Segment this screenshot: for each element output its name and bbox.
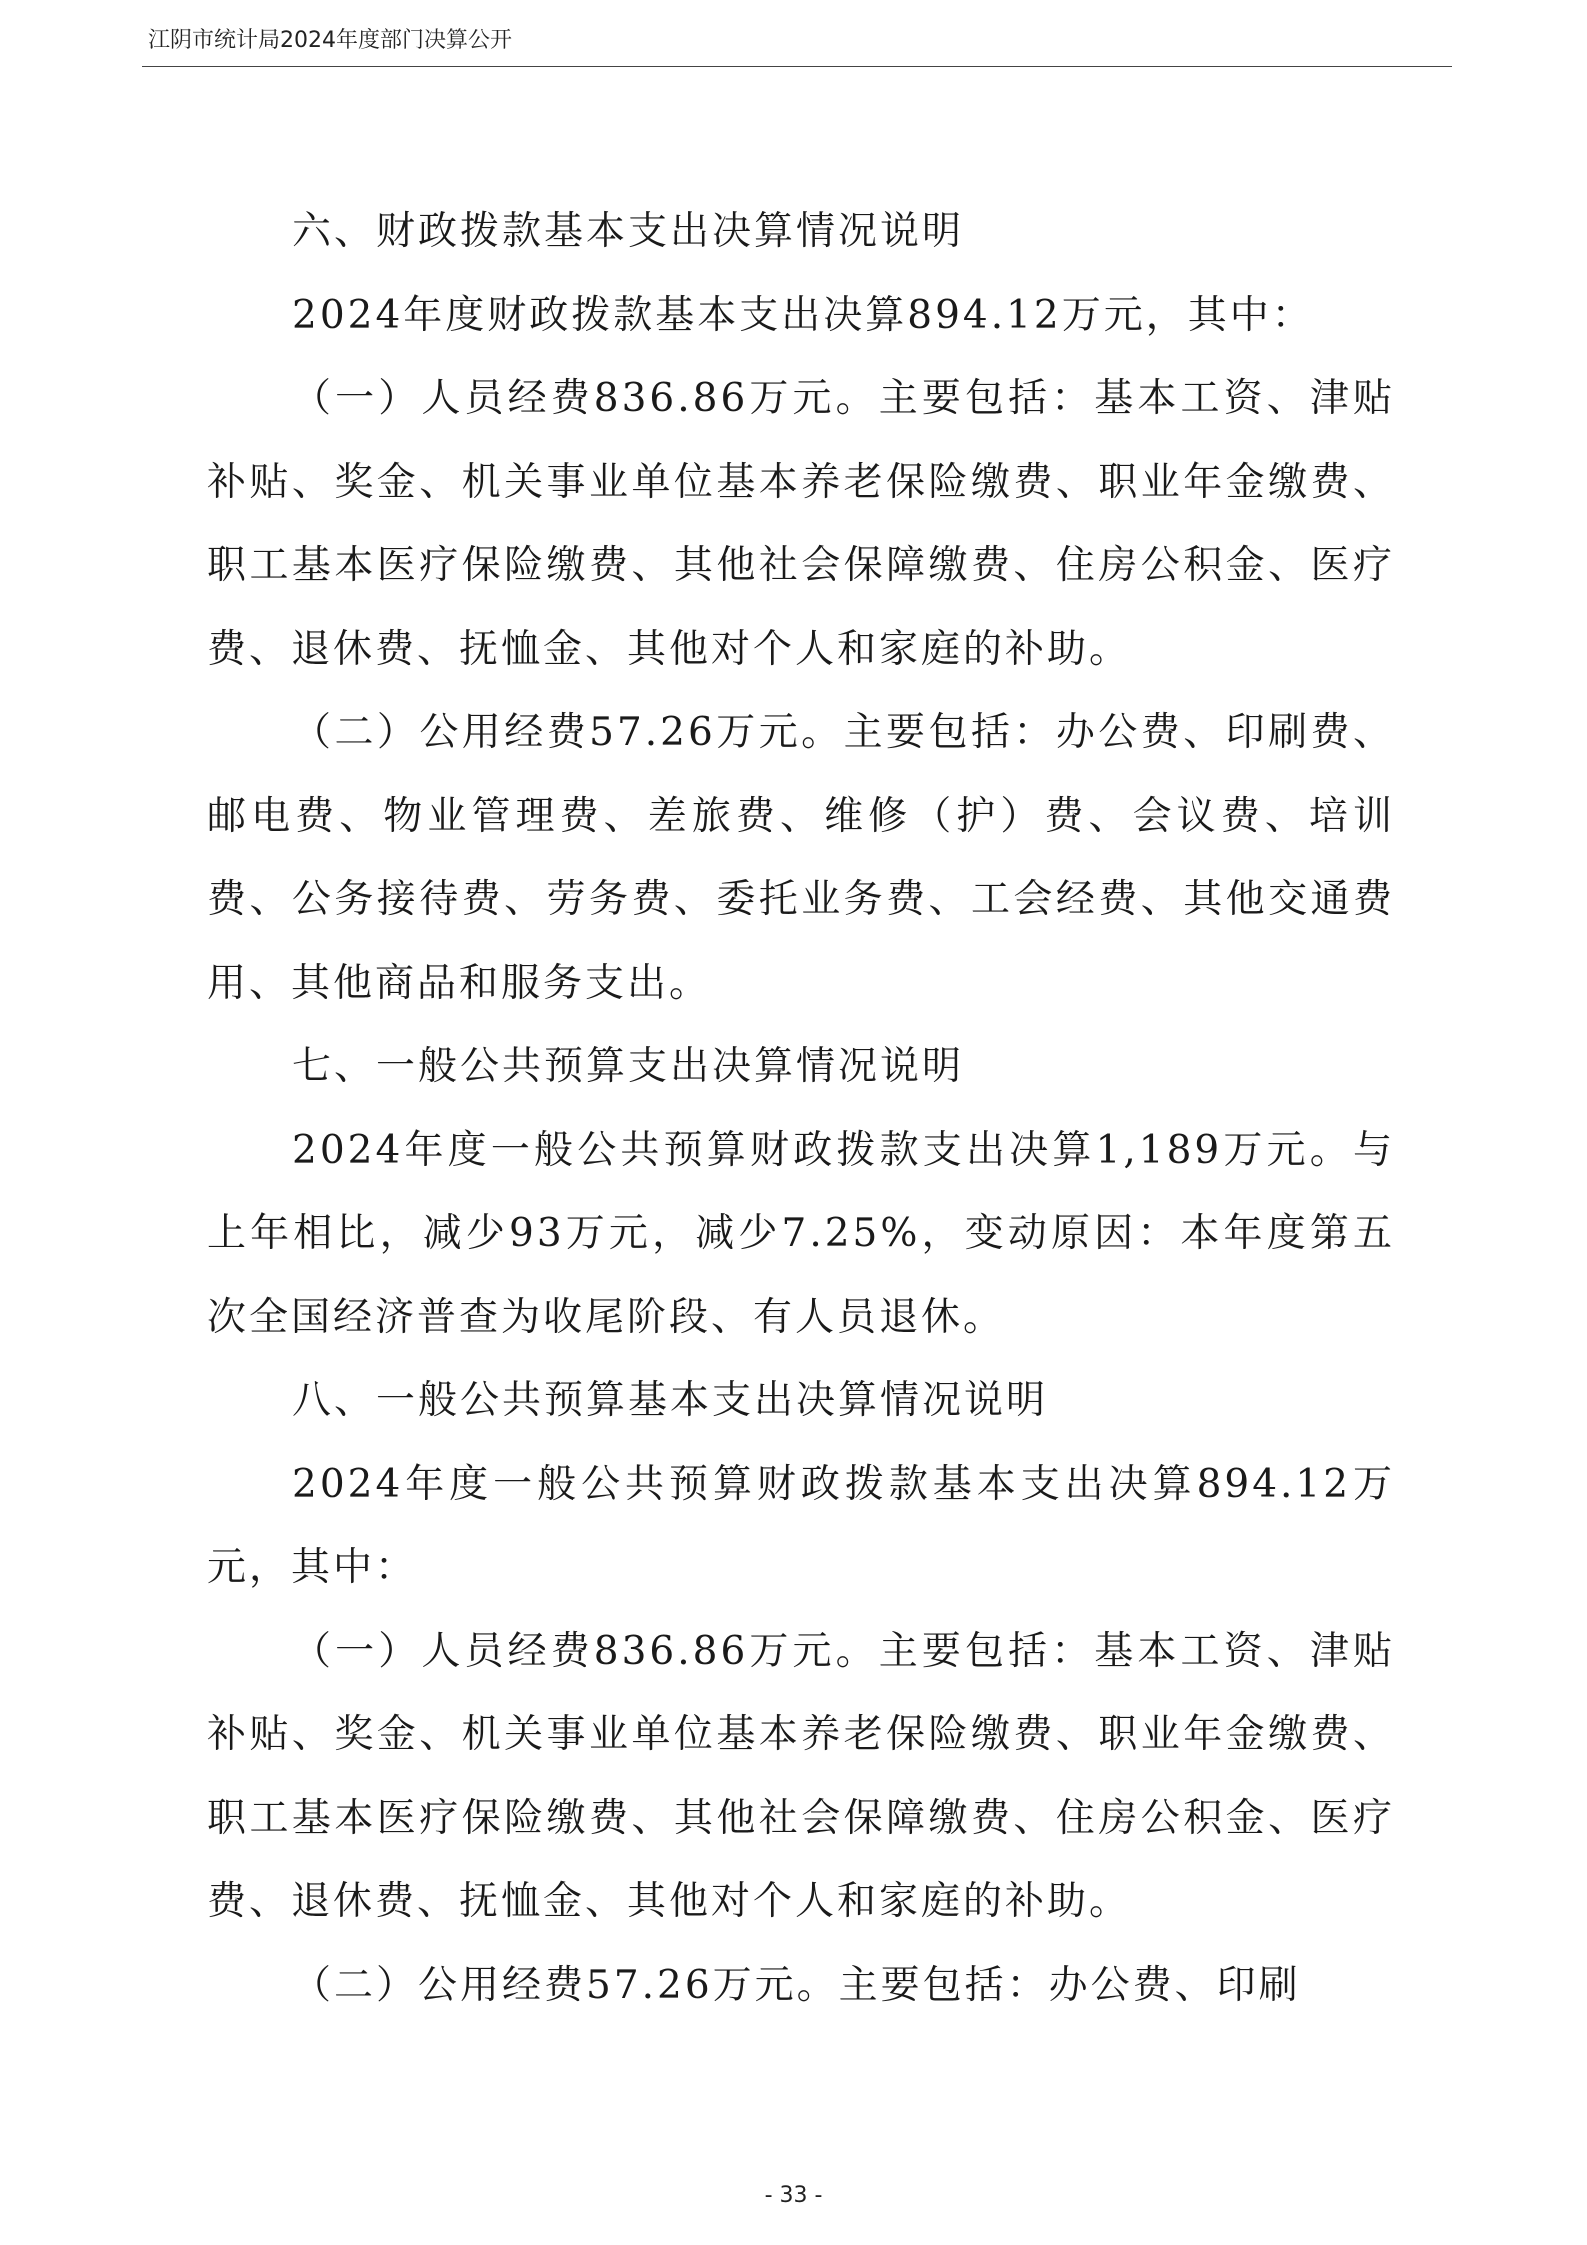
section-heading-6: 六、财政拨款基本支出决算情况说明	[292, 209, 965, 254]
page-header-title: 江阴市统计局2024年度部门决算公开	[148, 28, 512, 53]
header-divider	[142, 66, 1452, 67]
paragraph: 2024年度一般公共预算财政拨款基本支出决算894.12万元，其中：	[207, 1461, 1395, 1590]
page-number: - 33 -	[764, 2183, 823, 2208]
section-heading-7: 七、一般公共预算支出决算情况说明	[292, 1044, 965, 1089]
paragraph: （二）公用经费57.26万元。主要包括：办公费、印刷	[292, 1962, 1301, 2008]
section-heading-8: 八、一般公共预算基本支出决算情况说明	[292, 1378, 1049, 1423]
paragraph: 2024年度一般公共预算财政拨款支出决算1,189万元。与上年相比，减少93万元，减少7.25%，变动原因：本年度第五次全国经济普查为收尾阶段、有人员退休。	[207, 1127, 1395, 1340]
document-body	[207, 190, 1395, 2027]
paragraph: （一）人员经费836.86万元。主要包括：基本工资、津贴补贴、奖金、机关事业单位基本养老保险缴费、职业年金缴费、职工基本医疗保险缴费、其他社会保障缴费、住房公积金、医疗费、退休费、抚恤金、其他对个人和家庭的补助。	[207, 376, 1395, 672]
paragraph: 2024年度财政拨款基本支出决算894.12万元，其中：	[292, 292, 1314, 338]
paragraph: （二）公用经费57.26万元。主要包括：办公费、印刷费、邮电费、物业管理费、差旅费、维修（护）费、会议费、培训费、公务接待费、劳务费、委托业务费、工会经费、其他交通费用、其他商品和服务支出。	[207, 710, 1395, 1006]
paragraph: （一）人员经费836.86万元。主要包括：基本工资、津贴补贴、奖金、机关事业单位基本养老保险缴费、职业年金缴费、职工基本医疗保险缴费、其他社会保障缴费、住房公积金、医疗费、退休费、抚恤金、其他对个人和家庭的补助。	[207, 1628, 1395, 1924]
